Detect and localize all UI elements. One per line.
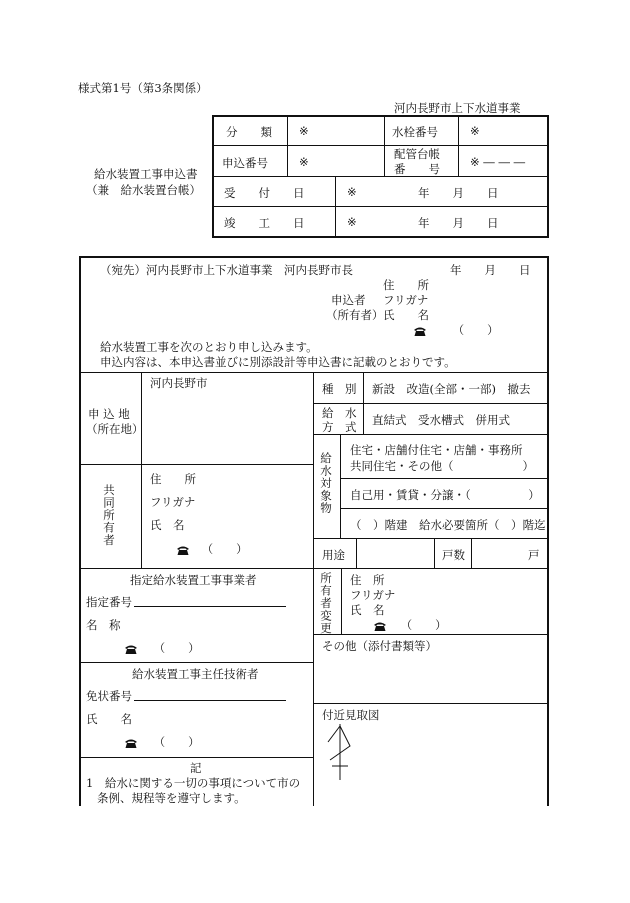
owner-change-phone [373,617,447,633]
uketsuke-label: 受 付 日 [224,186,305,200]
suisen-label: 水栓番号 [392,125,438,139]
applicant-label: 申込者 [331,293,366,307]
owner-change-name-label: 氏 名 [350,603,385,617]
license-number-label: 免状番号 [86,689,132,703]
applicant-phone [413,322,499,338]
chief-phone [124,734,200,750]
addressee: （宛先）河内長野市上下水道事業 河内長野市長 [100,263,353,277]
shunko-mark: ※ [347,215,357,229]
owner-change-furigana-label: フリガナ [350,588,396,602]
site-label-sub: （所在地） [86,422,144,436]
designated-number-label: 指定番号 [86,595,132,609]
site-label: 申 込 地 [88,407,130,421]
uketsuke-mark: ※ [347,185,357,199]
owner-change-phone-paren: （ ） [400,618,447,632]
supply-target-4: （ ）階建 給水必要箇所（ ）階迄 [350,518,546,532]
applicant-name-label: 氏 名 [383,308,429,322]
coowner-furigana-label: フリガナ [150,495,196,509]
units-label: 戸数 [442,548,465,562]
north-arrow-icon [326,722,352,782]
application-date: 年 月 日 [450,263,531,277]
owner-change-label: 所有者変更 [319,572,333,635]
supply-method-label-1: 給 水 [322,406,357,420]
coowner-phone [176,541,248,557]
supply-method-label-2: 方 式 [322,420,357,434]
bunrui-mark: ※ [299,124,309,138]
org-name: 河内長野市上下水道事業 [394,101,521,115]
shunko-label: 竣 工 日 [224,216,305,230]
telephone-icon [413,326,427,336]
suisen-mark: ※ [470,124,480,138]
form-title: 給水装置工事申込書 [94,167,198,181]
shunko-date: 年 月 日 [418,216,499,230]
moushikomi-mark: ※ [299,155,309,169]
ki-heading: 記 [190,761,202,775]
haikan-label-2: 番 号 [394,162,440,176]
declaration-2: 申込内容は、本申込書並びに別添設計等申込書に記載のとおりです。 [100,355,456,369]
supply-target-2: 共同住宅・その他（ ） [350,459,534,473]
supply-target-1: 住宅・店舗付住宅・店舗・事務所 [350,443,523,457]
telephone-icon [124,644,138,654]
coowner-name-label: 氏 名 [150,518,185,532]
applicant-furigana-label: フリガナ [383,293,429,307]
work-type-label: 種 別 [322,382,357,396]
designated-contractor-title: 指定給水装置工事事業者 [130,573,257,587]
chief-engineer-title: 給水装置工事主任技術者 [132,667,259,681]
coowner-phone-paren: （ ） [201,542,248,556]
license-number-underline [134,700,286,701]
form-number: 様式第1号（第3条関係） [78,81,208,95]
chief-name-label: 氏 名 [86,712,132,726]
supply-method-value: 直結式 受水槽式 併用式 [372,413,510,427]
supply-target-label: 給水対象物 [319,452,333,515]
contractor-phone-paren: （ ） [153,641,200,655]
applicant-address-label: 住 所 [383,278,429,292]
bunrui-label: 分 類 [226,125,272,139]
telephone-icon [176,545,190,555]
uketsuke-date: 年 月 日 [418,186,499,200]
contractor-name-label: 名 称 [86,618,121,632]
applicant-phone-paren: （ ） [452,323,499,337]
coowner-label: 共同所有者 [102,484,116,547]
coowner-address-label: 住 所 [150,472,196,486]
designated-number-underline [134,606,286,607]
site-value: 河内長野市 [150,376,208,390]
owner-change-address-label: 住 所 [350,573,385,587]
owner-label: （所有者） [326,308,384,322]
vicinity-map-label: 付近見取図 [322,708,380,722]
chief-phone-paren: （ ） [153,735,200,749]
declaration-1: 給水装置工事を次のとおり申し込みます。 [100,340,318,354]
other-attachments-label: その他（添付書類等） [322,639,437,653]
haikan-label-1: 配管台帳 [394,147,440,161]
usage-label: 用途 [322,548,345,562]
supply-target-3: 自己用・賃貸・分譲・（ ） [350,488,540,502]
form-subtitle: （兼 給水装置台帳） [86,183,201,197]
telephone-icon [373,621,387,631]
note-1-cont: 条例、規程等を遵守します。 [97,791,246,805]
note-1: 1 給水に関する一切の事項について市の [86,776,301,790]
contractor-phone [124,640,200,656]
work-type-value: 新設 改造(全部・一部) 撤去 [372,382,531,396]
units-suffix: 戸 [528,548,540,562]
telephone-icon [124,738,138,748]
haikan-dash: ※ ― ― ― [470,155,526,169]
moushikomi-label: 申込番号 [222,156,268,170]
